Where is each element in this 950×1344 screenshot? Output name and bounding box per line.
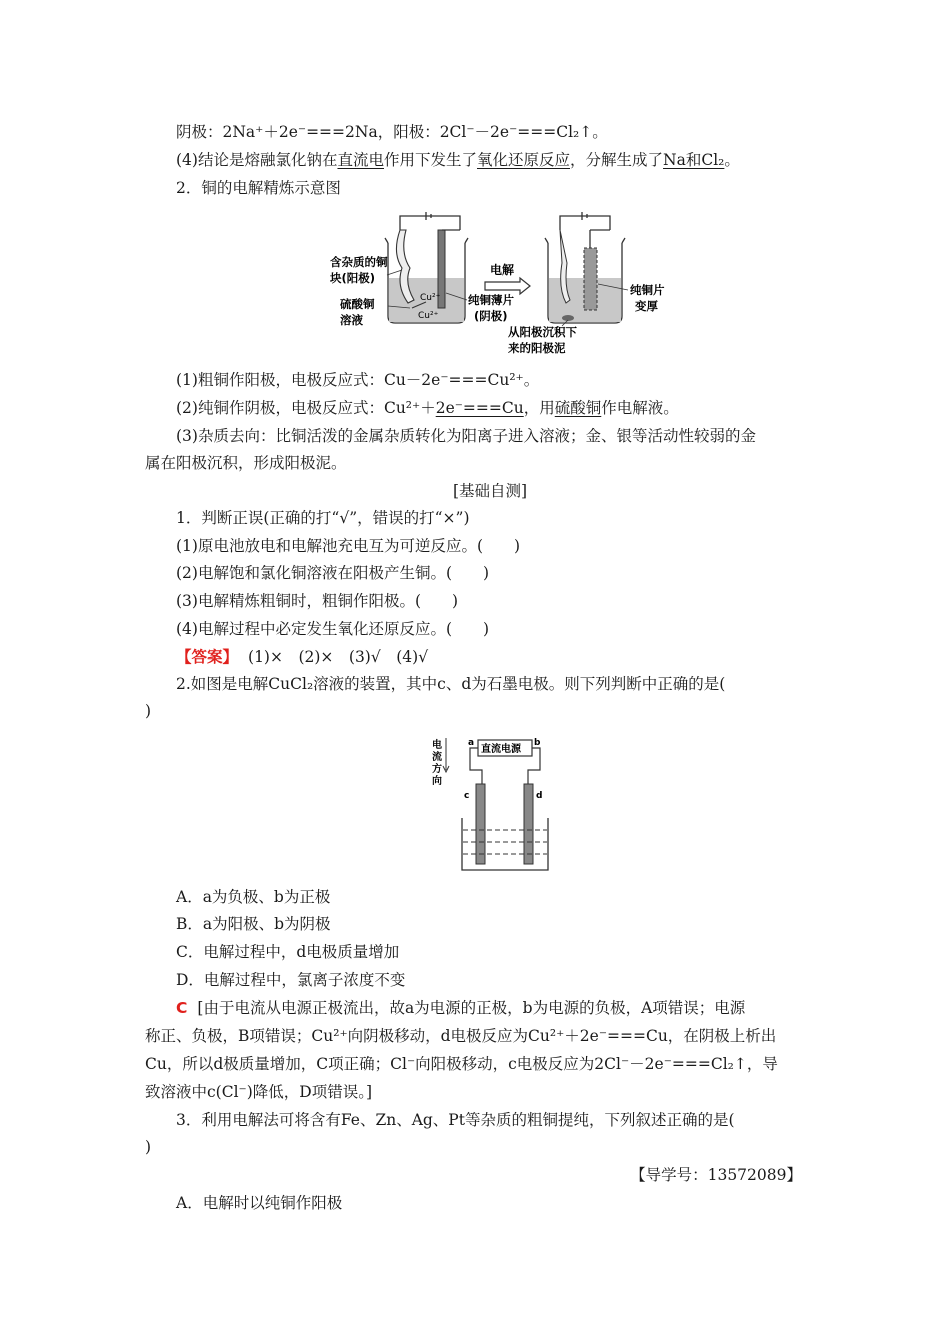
question-2-paren: ) bbox=[145, 702, 152, 720]
answer-line bbox=[176, 646, 428, 668]
cucl2-electrolysis-diagram bbox=[430, 732, 555, 877]
anode-mud-label: 从阳极沉积下 bbox=[508, 325, 577, 339]
question-1-item: (4)电解过程中必定发生氧化还原反应。( ) bbox=[176, 620, 490, 638]
cuso4-label: 溶液 bbox=[340, 313, 363, 327]
blank-answer: Na和Cl₂ bbox=[663, 151, 725, 169]
answer-text: (1)× (2)× (3)√ (4)√ bbox=[248, 648, 429, 666]
text-segment: 作电解液。 bbox=[601, 399, 679, 417]
ion-label: Cu²⁺ bbox=[420, 293, 441, 303]
option-b: B．a为阳极、b为阴极 bbox=[176, 915, 331, 933]
blank-answer: 氧化还原反应 bbox=[477, 151, 571, 169]
explanation-line-3: Cu，所以d极质量增加，C项正确；Cl⁻向阳极移动，c电极反应为2Cl⁻－2e⁻===Cl₂↑，导 bbox=[145, 1055, 778, 1073]
current-label: 流 bbox=[432, 752, 442, 763]
electrode-d bbox=[524, 784, 533, 864]
explanation-line-2: 称正、负极，B项错误；Cu²⁺向阴极移动，d电极反应为Cu²⁺＋2e⁻===Cu，在阴极上析出 bbox=[145, 1027, 777, 1045]
cathode-label: (阴极) bbox=[474, 309, 508, 323]
cucl2-svg bbox=[430, 732, 555, 877]
cathode-anode-equations: 阴极：2Na⁺＋2e⁻===2Na，阳极：2Cl⁻－2e⁻===Cl₂↑。 bbox=[176, 123, 608, 141]
current-label: 向 bbox=[432, 776, 442, 787]
terminal-b: b bbox=[534, 738, 541, 748]
anode-mud-label: 来的阳极泥 bbox=[508, 341, 566, 355]
explanation-text: [由于电流从电源正极流出，故a为电源的正极，b为电源的负极，A项错误；电源 bbox=[197, 999, 746, 1017]
copper-refining-diagram bbox=[330, 208, 700, 358]
blank-answer: 2e⁻===Cu bbox=[435, 399, 524, 417]
answer-label: 【答案】 bbox=[176, 648, 239, 666]
text-segment: ，分解生成了 bbox=[570, 151, 664, 169]
arrow-icon bbox=[485, 278, 530, 294]
section-heading: 2．铜的电解精炼示意图 bbox=[176, 179, 341, 197]
option-c: C．电解过程中，d电极质量增加 bbox=[176, 943, 400, 961]
electrode-d-label: d bbox=[536, 791, 543, 801]
blank-answer: 硫酸铜 bbox=[554, 399, 602, 417]
electrode-c bbox=[476, 784, 485, 864]
text-segment: ，用 bbox=[523, 399, 555, 417]
question-2: 2.如图是电解CuCl₂溶液的装置，其中c、d为石墨电极。则下列判断中正确的是( bbox=[176, 675, 726, 693]
beaker bbox=[462, 818, 548, 870]
question-1-item: (2)电解饱和氯化铜溶液在阳极产生铜。( ) bbox=[176, 564, 490, 582]
answer-letter: C bbox=[176, 999, 188, 1017]
question-3-paren: ) bbox=[145, 1138, 152, 1156]
conclusion-line bbox=[176, 149, 740, 171]
electrode-c-label: c bbox=[464, 791, 470, 801]
impurity-line-1: (3)杂质去向：比铜活泼的金属杂质转化为阳离子进入溶液；金、银等活动性较弱的金 bbox=[176, 427, 756, 445]
current-label: 方 bbox=[432, 764, 442, 775]
impurity-line-2: 属在阳极沉积，形成阳极泥。 bbox=[145, 454, 347, 472]
guide-number: 【导学号：13572089】 bbox=[630, 1166, 802, 1184]
question-1: 1．判断正误(正确的打“√”，错误的打“×”) bbox=[176, 509, 470, 527]
current-label: 电 bbox=[432, 740, 442, 751]
option-a: A．a为负极、b为正极 bbox=[176, 888, 331, 906]
option-3a: A．电解时以纯铜作阳极 bbox=[176, 1194, 343, 1212]
electrolysis-label: 电解 bbox=[490, 263, 515, 277]
impure-copper-label: 含杂质的铜 bbox=[330, 255, 388, 269]
text-segment: (2)纯铜作阴极，电极反应式：Cu²⁺＋ bbox=[176, 399, 436, 417]
terminal-a: a bbox=[468, 738, 475, 748]
question-3: 3．利用电解法可将含有Fe、Zn、Ag、Pt等杂质的粗铜提纯，下列叙述正确的是( bbox=[176, 1111, 735, 1129]
question-1-item: (3)电解精炼粗铜时，粗铜作阳极。( ) bbox=[176, 592, 459, 610]
pure-copper-label: 纯铜薄片 bbox=[468, 293, 514, 307]
explanation-line-1 bbox=[176, 997, 745, 1019]
text-segment: 作用下发生了 bbox=[383, 151, 477, 169]
section-title: [基础自测] bbox=[452, 482, 528, 500]
anode-label: 块(阳极) bbox=[330, 271, 376, 285]
question-1-item: (1)原电池放电和电解池充电互为可逆反应。( ) bbox=[176, 537, 521, 555]
anode-reaction: (1)粗铜作阳极，电极反应式：Cu－2e⁻===Cu²⁺。 bbox=[176, 371, 540, 389]
copper-refining-svg bbox=[330, 208, 700, 358]
power-label: 直流电源 bbox=[481, 744, 521, 755]
cuso4-label: 硫酸铜 bbox=[340, 297, 375, 311]
cathode-reaction bbox=[176, 397, 679, 419]
text-segment: (4)结论是熔融氯化钠在 bbox=[176, 151, 338, 169]
text-segment: 。 bbox=[724, 151, 740, 169]
blank-answer: 直流电 bbox=[337, 151, 384, 169]
explanation-line-4: 致溶液中c(Cl⁻)降低，D项错误。] bbox=[145, 1083, 372, 1101]
option-d: D．电解过程中，氯离子浓度不变 bbox=[176, 971, 406, 989]
thick-copper-label: 纯铜片 bbox=[630, 283, 665, 297]
ion-label: Cu²⁺ bbox=[418, 311, 439, 321]
thickens-label: 变厚 bbox=[635, 299, 658, 313]
